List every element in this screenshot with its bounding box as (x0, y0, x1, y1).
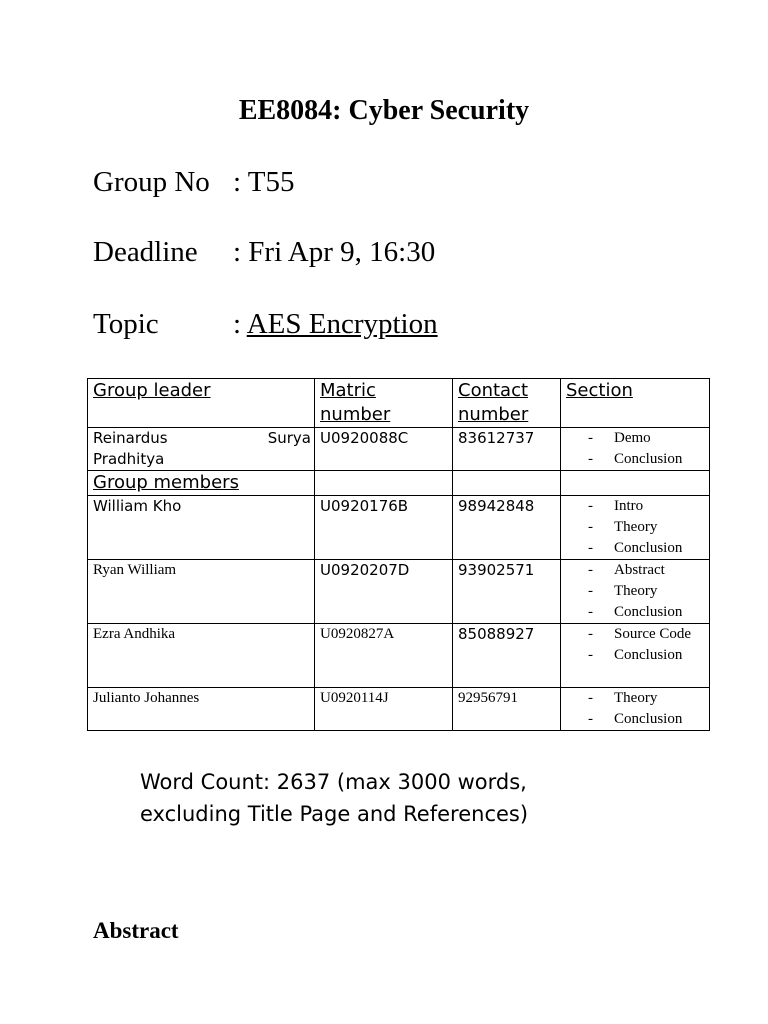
topic-colon: : (233, 308, 247, 340)
list-item: - Conclusion (588, 647, 683, 663)
topic-value: AES Encryption (246, 308, 438, 340)
header-section: Section (566, 380, 633, 401)
list-item: - Theory (588, 690, 658, 706)
header-cell (88, 379, 315, 428)
table-row (88, 428, 710, 471)
member-name: William Kho (88, 496, 315, 560)
list-item: - Conclusion (588, 540, 683, 556)
members-header: Group members (93, 472, 239, 493)
list-item: - Abstract (588, 562, 665, 578)
member-contact: 93902571 (453, 560, 561, 624)
leader-name-cell (88, 428, 315, 471)
topic-label: Topic (93, 308, 159, 340)
empty-cell (453, 471, 561, 496)
table-row (88, 496, 710, 560)
leader-contact: 83612737 (453, 428, 561, 471)
deadline-value: : Fri Apr 9, 16:30 (233, 236, 436, 268)
member-name: Ryan William (88, 560, 315, 624)
deadline-row (93, 236, 435, 269)
list-item: - Theory (588, 519, 658, 535)
member-matric: U0920176B (315, 496, 453, 560)
empty-cell (315, 471, 453, 496)
list-item: - Conclusion (588, 451, 683, 467)
member-contact: 92956791 (453, 688, 561, 731)
word-count-line: excluding Title Page and References) (140, 802, 529, 826)
group-number-value: : T55 (233, 166, 295, 198)
member-matric: U0920114J (315, 688, 453, 731)
member-sections (561, 688, 710, 731)
topic-row (93, 308, 438, 341)
member-contact: 85088927 (453, 624, 561, 688)
abstract-heading: Abstract (93, 918, 179, 943)
list-item: - Conclusion (588, 711, 683, 727)
header-cell (453, 379, 561, 428)
header-contact-number: Contact number (458, 380, 529, 425)
header-cell (561, 379, 710, 428)
empty-cell (561, 471, 710, 496)
table-header-row (88, 379, 710, 428)
member-matric: U0920207D (315, 560, 453, 624)
table-row (88, 688, 710, 731)
group-roster-table (87, 378, 710, 731)
deadline-label: Deadline (93, 236, 198, 268)
member-matric: U0920827A (315, 624, 453, 688)
list-item: - Conclusion (588, 604, 683, 620)
member-sections (561, 560, 710, 624)
leader-name-part: Surya (267, 429, 311, 447)
table-row (88, 624, 710, 688)
list-item: - Source Code (588, 626, 692, 642)
word-count (140, 766, 640, 830)
member-sections (561, 496, 710, 560)
word-count-line: Word Count: 2637 (max 3000 words, (140, 770, 527, 794)
list-item: - Demo (588, 430, 651, 446)
list-item: - Intro (588, 498, 644, 514)
header-matric-number: Matric number (320, 380, 391, 425)
leader-matric: U0920088C (315, 428, 453, 471)
group-number-label: Group No (93, 166, 210, 198)
document-title: EE8084: Cyber Security (238, 95, 530, 126)
leader-sections (561, 428, 710, 471)
header-group-leader: Group leader (93, 380, 211, 401)
table-row (88, 560, 710, 624)
member-sections (561, 624, 710, 688)
leader-name-part: Reinardus (93, 429, 168, 447)
member-name: Ezra Andhika (88, 624, 315, 688)
group-number-row (93, 166, 295, 199)
table-row (88, 471, 710, 496)
member-name: Julianto Johannes (88, 688, 315, 731)
leader-name-part: Pradhitya (93, 450, 165, 468)
header-cell (315, 379, 453, 428)
members-header-cell (88, 471, 315, 496)
list-item: - Theory (588, 583, 658, 599)
member-contact: 98942848 (453, 496, 561, 560)
